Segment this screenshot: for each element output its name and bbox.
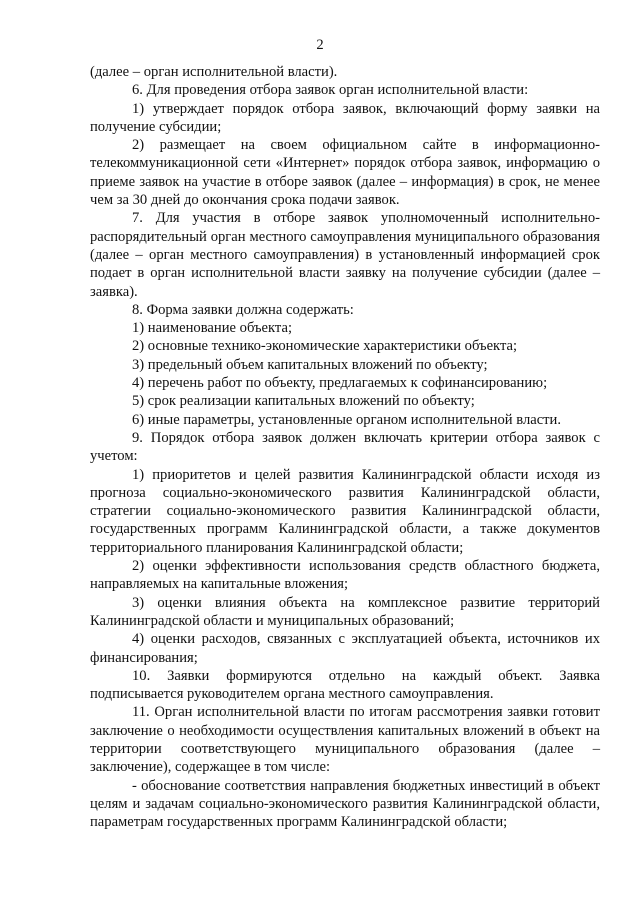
paragraph-7: 2) основные технико-экономические характеристики объекта; <box>132 338 518 355</box>
paragraph-13: 1) приоритетов и целей развития Калининградской области исходя из прогноза социально-экономического развития Калининградской области, стратегии социально-экономического развития Калининградской области, государственных программ Калининградской области, а также документов территориального планирования Калининградской области; <box>90 466 600 556</box>
paragraph-2: 1) утверждает порядок отбора заявок, включающий форму заявки на получение субсидии; <box>90 100 600 135</box>
paragraph-14: 2) оценки эффективности использования средств областного бюджета, направляемых на капитальные вложения; <box>90 558 600 593</box>
paragraph-6: 1) наименование объекта; <box>132 320 293 337</box>
paragraph-19: - обоснование соответствия направления бюджетных инвестиций в объект целям и задачам социально-экономического развития Калининградской области, параметрам государственных программ Калининградской области; <box>90 777 600 831</box>
paragraph-12: 9. Порядок отбора заявок должен включать критерии отбора заявок с учетом: <box>90 429 600 465</box>
paragraph-16: 4) оценки расходов, связанных с эксплуатацией объекта, источников их финансирования; <box>90 631 600 666</box>
paragraph-3: 2) размещает на своем официальном сайте в информационно-телекоммуникационной сети «Интернет» порядок отбора заявок, информацию о приеме заявок на участие в отборе заявок (далее – информация) в срок, не менее чем за 30 дней до окончания срока подачи заявок. <box>90 137 600 209</box>
paragraph-18: 11. Орган исполнительной власти по итогам рассмотрения заявки готовит заключение о необходимости осуществления капитальных вложений в объект на территории соответствующего муниципального образования (далее – заключение), содержащее в том числе: <box>90 704 600 776</box>
paragraph-10: 5) срок реализации капитальных вложений по объекту; <box>132 393 475 410</box>
paragraph-9: 4) перечень работ по объекту, предлагаемых к софинансированию; <box>132 375 548 392</box>
paragraph-1: 6. Для проведения отбора заявок орган исполнительной власти: <box>132 82 529 99</box>
paragraph-11: 6) иные параметры, установленные органом исполнительной власти. <box>132 411 562 428</box>
paragraph-17: 10. Заявки формируются отдельно на каждый объект. Заявка подписывается руководителем органа местного самоуправления. <box>90 667 600 703</box>
document-body <box>90 63 600 831</box>
paragraph-5: 8. Форма заявки должна содержать: <box>132 301 354 318</box>
paragraph-15: 3) оценки влияния объекта на комплексное развитие территорий Калининградской области и муниципальных образований; <box>90 594 600 629</box>
paragraph-0: (далее – орган исполнительной власти). <box>90 64 338 80</box>
paragraph-4: 7. Для участия в отборе заявок уполномоченный исполнительно-распорядительный орган местного самоуправления муниципального образования (далее – орган местного самоуправления) в установленный информацией срок подает в орган исполнительной власти заявку на получение субсидии (далее – заявка). <box>90 210 600 300</box>
paragraph-8: 3) предельный объем капитальных вложений по объекту; <box>132 356 488 373</box>
page-number: 2 <box>316 37 324 53</box>
